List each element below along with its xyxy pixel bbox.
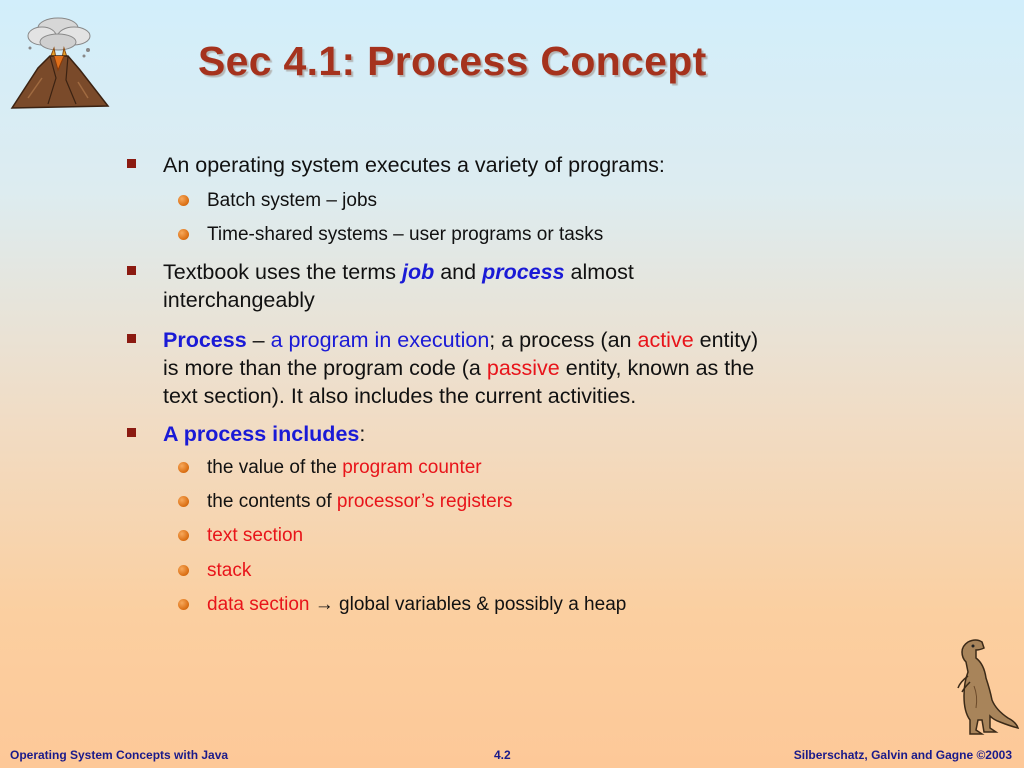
footer-right: Silberschatz, Galvin and Gagne ©2003 (793, 748, 1012, 762)
bullet-dot (178, 462, 189, 473)
text-run: : (359, 422, 366, 446)
bullet-dot (178, 496, 189, 507)
term-data-section: data section (207, 594, 310, 615)
bullet-text (163, 258, 883, 314)
sub-bullet-text (207, 456, 867, 480)
heading-process-includes: A process includes (163, 422, 360, 446)
term-program-counter: program counter (342, 457, 482, 478)
footer-page-number: 4.2 (494, 748, 511, 762)
arrow-icon: → (309, 594, 340, 615)
sub-bullet-text (207, 490, 867, 514)
bullet-text: An operating system executes a variety of programs: (163, 153, 665, 177)
sub-bullet-text: Time-shared systems – user programs or tasks (207, 224, 604, 245)
sub-bullet-text: Batch system – jobs (207, 190, 378, 211)
bullet-square (127, 159, 136, 168)
text-run: and (434, 260, 483, 284)
bullet-square (127, 334, 136, 343)
bullet-square (127, 428, 136, 437)
text-run: text section). It also includes the current activities. (163, 384, 637, 408)
bullet-text (163, 420, 883, 448)
text-run: is more than the program code (a (163, 356, 487, 380)
sub-bullet-text: stack (207, 560, 252, 581)
bullet-dot (178, 530, 189, 541)
text-run: interchangeably (163, 288, 315, 312)
dinosaur-icon (946, 636, 1020, 736)
term-registers: processor’s registers (336, 491, 513, 512)
term-active: active (637, 328, 694, 352)
slide-title: Sec 4.1: Process Concept (198, 38, 707, 84)
text-run: entity) (693, 328, 759, 352)
term-job: job (402, 260, 435, 284)
text-run: Textbook uses the terms (163, 260, 402, 284)
bullet-dot (178, 195, 189, 206)
text-run: ; a process (an (489, 328, 638, 352)
text-run: – (246, 328, 271, 352)
text-run: global variables & possibly a heap (339, 594, 627, 615)
term-process: process (482, 260, 565, 284)
bullet-dot (178, 599, 189, 610)
term-process: Process (163, 328, 247, 352)
footer-left: Operating System Concepts with Java (10, 748, 229, 762)
definition: a program in execution (270, 328, 490, 352)
term-passive: passive (486, 356, 560, 380)
text-run: the contents of (207, 491, 337, 512)
bullet-dot (178, 565, 189, 576)
bullet-text (163, 326, 883, 410)
sub-bullet-text (207, 593, 867, 617)
text-run: entity, known as the (559, 356, 755, 380)
text-run: the value of the (207, 457, 343, 478)
sub-bullet-text: text section (207, 525, 304, 546)
bullet-square (127, 266, 136, 275)
text-run: almost (564, 260, 634, 284)
bullet-dot (178, 229, 189, 240)
